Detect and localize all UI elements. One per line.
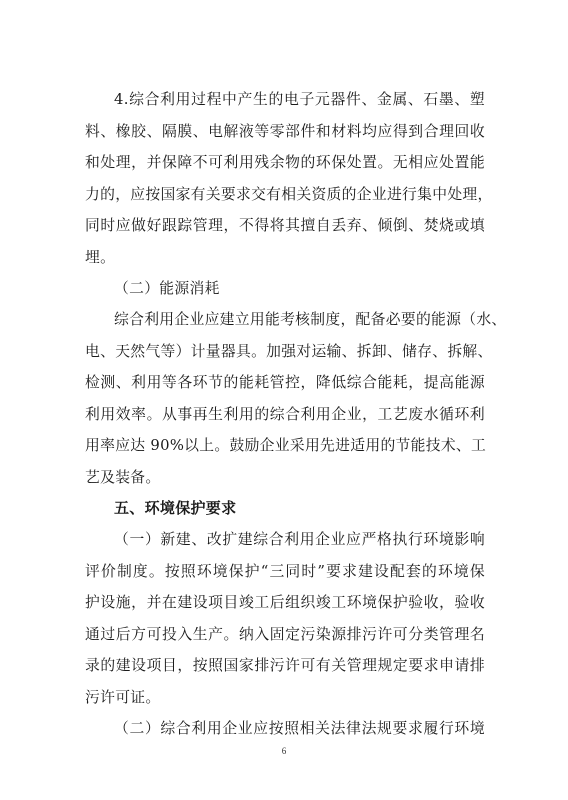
text-line: 综合利用企业应建立用能考核制度，配备必要的能源（水、 [114, 311, 507, 328]
text-line: （一）新建、改扩建综合利用企业应严格执行环境影响 [114, 531, 485, 548]
paragraph-environmental-assessment [85, 524, 485, 713]
text-line: 埋。 [85, 248, 116, 266]
text-line: 污许可证。 [85, 688, 161, 706]
text-line: （二）综合利用企业应按照相关法律法规要求履行环境 [114, 720, 485, 737]
text-line: 4.综合利用过程中产生的电子元器件、金属、石墨、塑 [114, 91, 485, 108]
text-line: 艺及装备。 [85, 468, 161, 486]
text-line: 利用效率。从事再生利用的综合利用企业，工艺废水循环利 [85, 405, 485, 423]
paragraph-recycling-materials [85, 84, 493, 273]
paragraph-energy [85, 304, 507, 493]
page-number: 6 [281, 746, 287, 756]
text-line: 检测、利用等各环节的能耗管控，降低综合能耗，提高能源 [85, 374, 485, 391]
text-line: 力的，应按国家有关要求交有相关资质的企业进行集中处理， [85, 185, 493, 203]
subheading-energy-consumption [85, 273, 485, 305]
text-line: 同时应做好跟踪管理，不得将其擅自丢弃、倾倒、焚烧或填 [85, 217, 485, 234]
text-line: 通过后方可投入生产。纳入固定污染源排污许可分类管理名 [85, 625, 485, 643]
text-line: 和处理，并保障不可利用残余物的环保处置。无相应处置能 [85, 154, 485, 171]
text-line: 录的建设项目，按照国家排污许可有关管理规定要求申请排 [85, 657, 485, 674]
section-heading-environmental-protection [85, 493, 485, 525]
text-line: 五、环境保护要求 [114, 499, 237, 517]
text-line: 料、橡胶、隔膜、电解液等零部件和材料均应得到合理回收 [85, 122, 485, 140]
text-line: 评价制度。按照环境保护“三同时”要求建设配套的环境保 [85, 562, 485, 580]
paragraph-legal-obligations [85, 713, 485, 745]
text-line: 电、天然气等）计量器具。加强对运输、拆卸、储存、拆解、 [85, 342, 493, 360]
text-line: 用率应达 90%以上。鼓励企业采用先进适用的节能技术、工 [85, 437, 487, 454]
text-line: （二）能源消耗 [114, 280, 220, 297]
text-line: 护设施，并在建设项目竣工后组织竣工环境保护验收，验收 [85, 594, 485, 611]
